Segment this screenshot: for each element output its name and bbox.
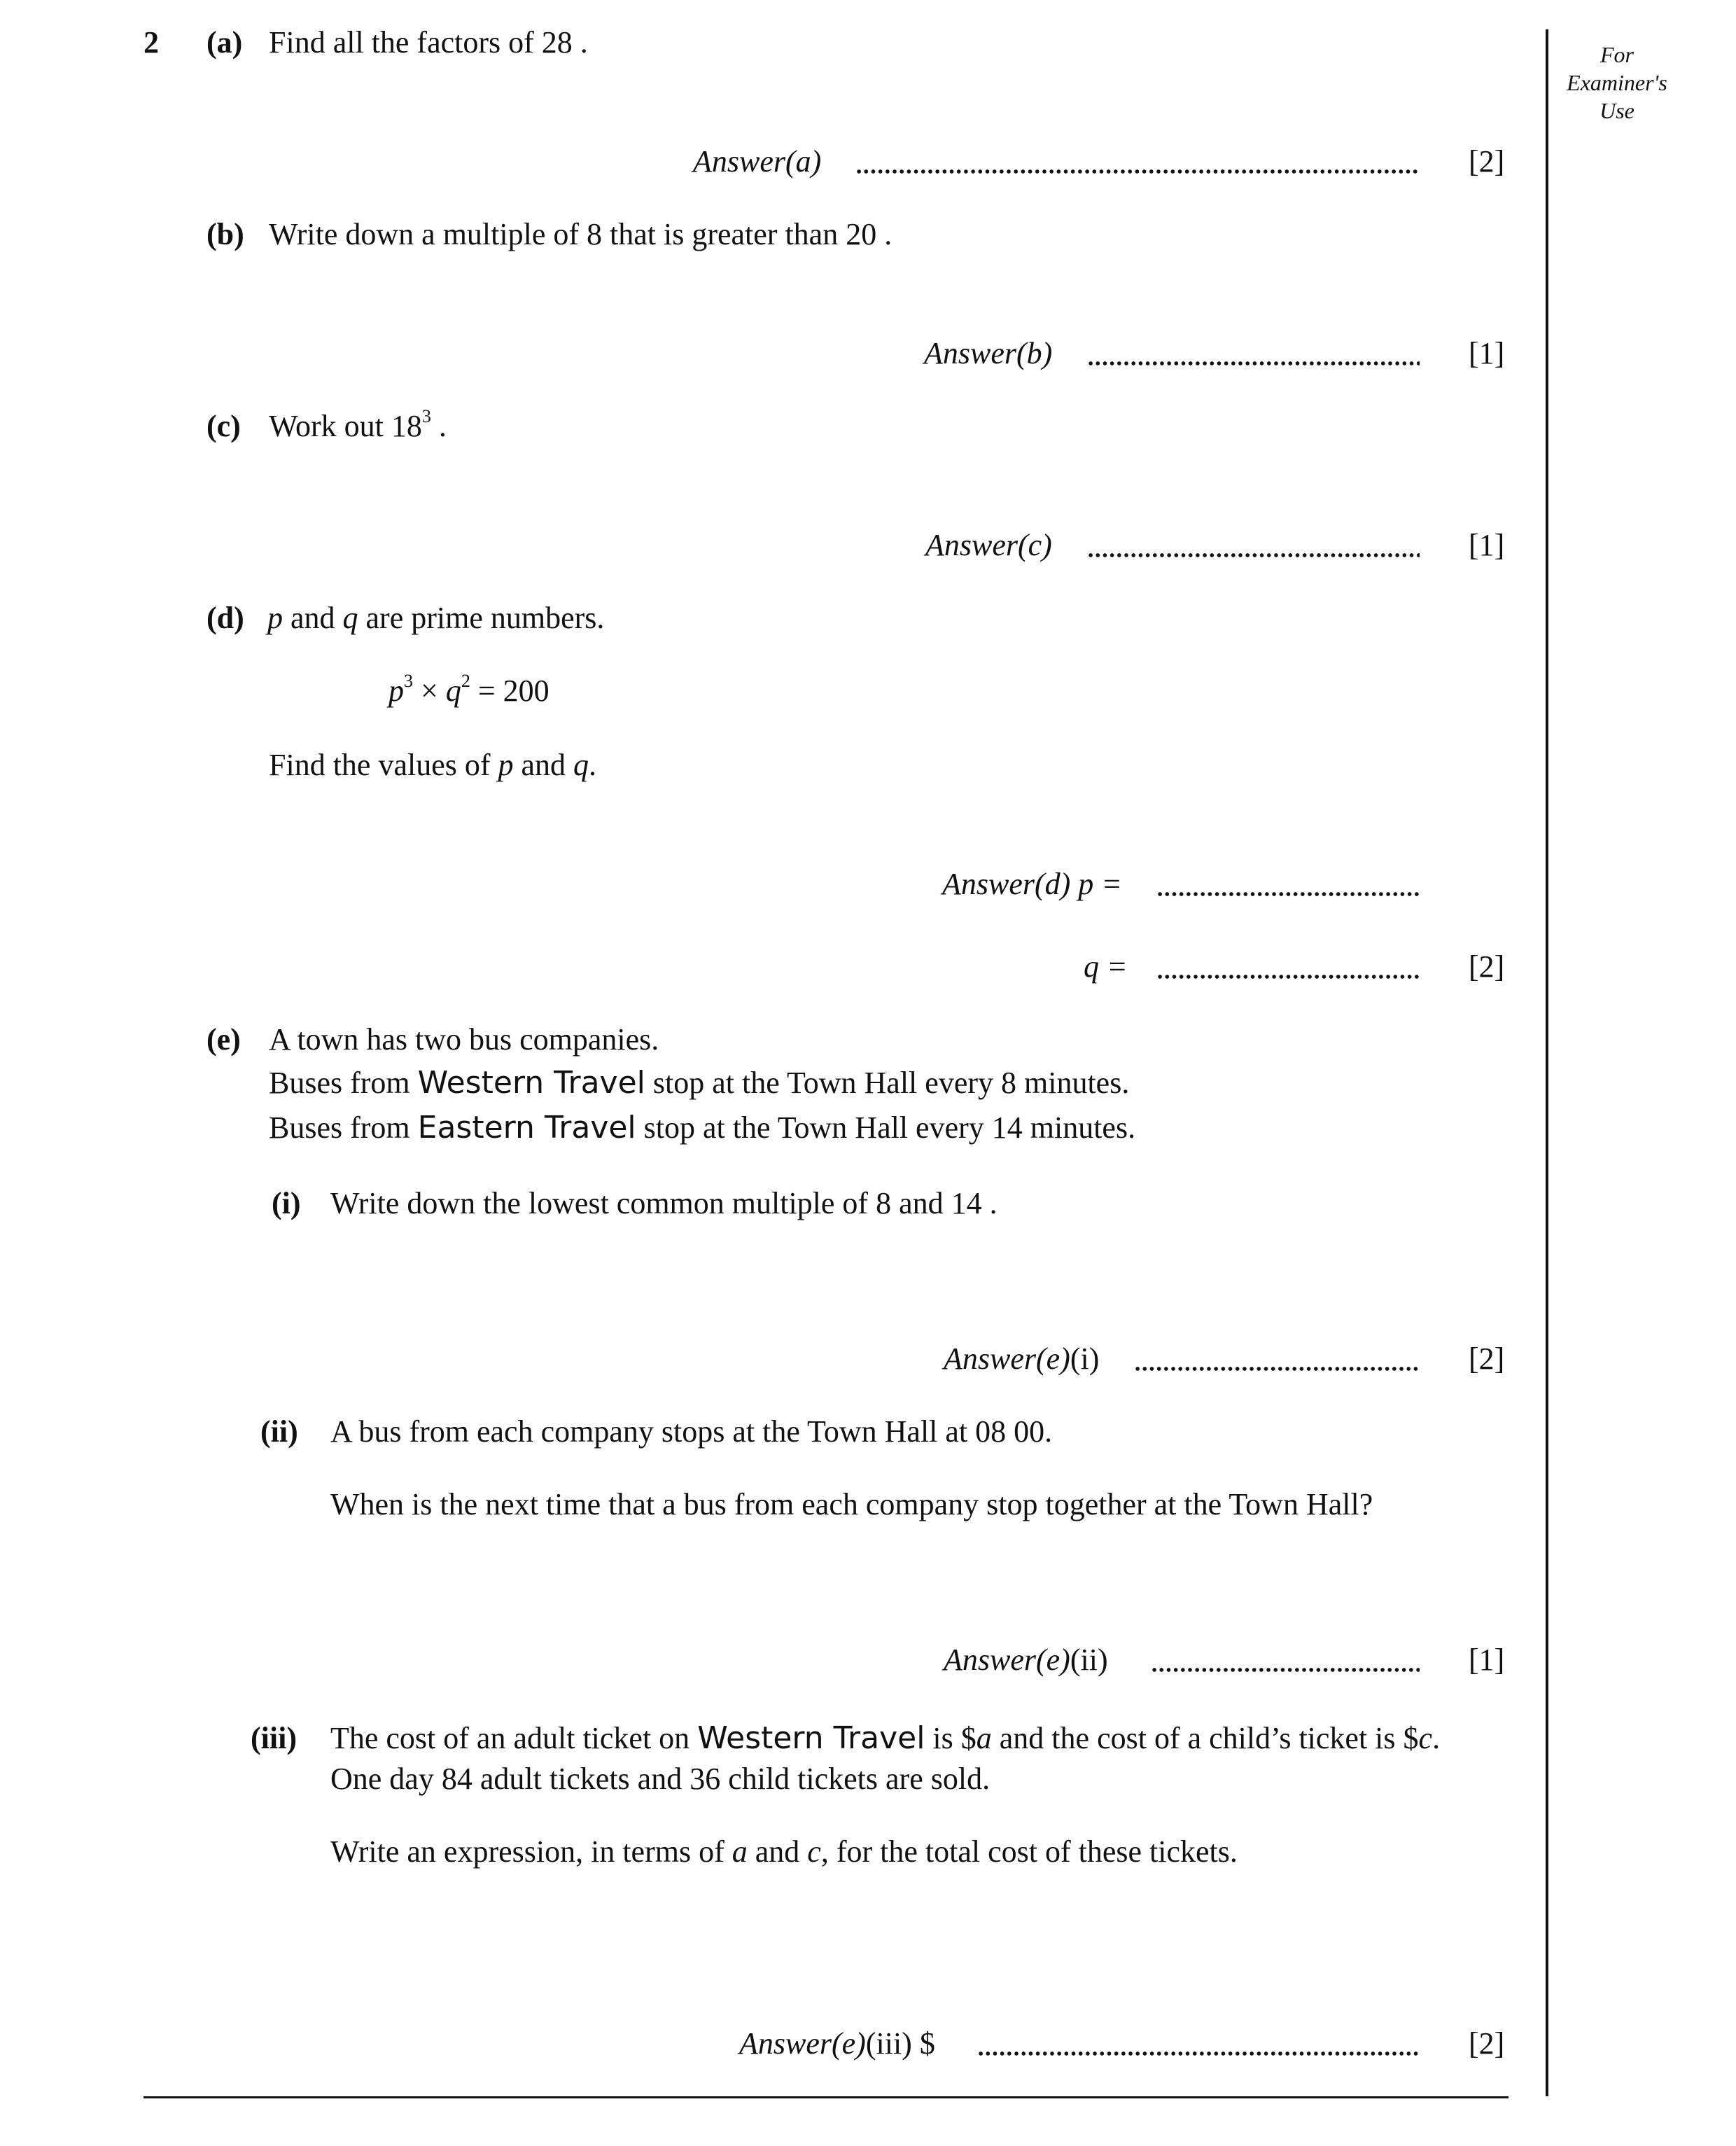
answer-c-label: Answer(c) <box>925 528 1052 562</box>
part-d-intro: p and q are prime numbers. <box>267 601 605 635</box>
part-d-label: (d) <box>206 601 244 635</box>
page-bottom-rule <box>144 2096 1508 2098</box>
part-c-text: Work out $18^3$ . <box>269 406 447 443</box>
part-e-line2: Buses from Western Travel stop at the Town Hall every 8 minutes. <box>269 1065 1130 1101</box>
answer-a-line[interactable] <box>855 168 1420 175</box>
part-e-line1: A town has two bus companies. <box>269 1022 659 1057</box>
part-e-ii-label: (ii) <box>260 1414 298 1449</box>
answer-b-label: Answer(b) <box>924 336 1053 370</box>
answer-e-i-label: Answer(e)(i) <box>944 1342 1100 1376</box>
marks-a: [2] <box>1469 144 1505 179</box>
answer-e-i-line[interactable] <box>1134 1365 1420 1372</box>
answer-d-q-label: q = <box>1084 949 1128 984</box>
marks-e-iii: [2] <box>1469 2026 1505 2061</box>
marks-c: [1] <box>1469 528 1505 562</box>
part-d-find: Find the values of p and q. <box>269 748 597 782</box>
part-b-text: Write down a multiple of 8 that is greater than 20 . <box>269 217 892 251</box>
part-e-iii-text2: One day 84 adult tickets and 36 child tickets are sold. <box>330 1762 990 1796</box>
answer-e-iii-label: Answer(e)(iii) $ <box>739 2026 935 2061</box>
part-e-ii-text1: A bus from each company stops at the Town Hall at 08 00. <box>330 1414 1053 1449</box>
answer-a-label: Answer(a) <box>693 144 822 179</box>
marks-d: [2] <box>1469 949 1505 984</box>
part-b-label: (b) <box>206 217 244 251</box>
part-e-i-text: Write down the lowest common multiple of 8 and 14 . <box>330 1186 997 1220</box>
answer-b-line[interactable] <box>1087 360 1420 367</box>
answer-d-p-line[interactable] <box>1156 891 1420 898</box>
marks-e-i: [2] <box>1469 1342 1505 1376</box>
answer-e-iii-line[interactable] <box>977 2050 1420 2057</box>
marks-e-ii: [1] <box>1469 1643 1505 1677</box>
part-e-iii-text3: Write an expression, in terms of a and c, for the total cost of these tickets. <box>330 1834 1238 1869</box>
company-western-travel: Western Travel <box>417 1065 645 1101</box>
part-c-label: (c) <box>206 409 241 443</box>
company-eastern-travel: Eastern Travel <box>417 1110 636 1145</box>
answer-d-p-label: Answer(d) p = <box>942 867 1122 901</box>
part-e-label: (e) <box>206 1022 241 1057</box>
answer-d-q-line[interactable] <box>1156 973 1420 980</box>
part-e-iii-label: (iii) <box>251 1721 297 1755</box>
marks-b: [1] <box>1469 336 1505 370</box>
examiner-margin-label: For Examiner's Use <box>1567 42 1667 123</box>
part-d-equation: $p^3 \times q^2 = 200$ <box>388 671 550 708</box>
answer-e-ii-label: Answer(e)(ii) <box>944 1643 1108 1677</box>
part-e-iii-text1: The cost of an adult ticket on Western Travel is $a and the cost of a child’s ticket is $c. <box>330 1720 1441 1756</box>
answer-e-ii-line[interactable] <box>1151 1666 1420 1673</box>
answer-c-line[interactable] <box>1087 552 1420 559</box>
part-e-i-label: (i) <box>272 1186 301 1220</box>
company-western-travel: Western Travel <box>697 1720 925 1756</box>
part-e-line3: Buses from Eastern Travel stop at the Town Hall every 14 minutes. <box>269 1110 1136 1145</box>
part-a-text: Find all the factors of 28 . <box>269 25 588 60</box>
question-number: 2 <box>144 25 159 60</box>
margin-rule <box>1546 29 1548 2096</box>
part-e-ii-text2: When is the next time that a bus from each company stop together at the Town Hall? <box>330 1487 1373 1521</box>
part-a-label: (a) <box>206 25 243 60</box>
